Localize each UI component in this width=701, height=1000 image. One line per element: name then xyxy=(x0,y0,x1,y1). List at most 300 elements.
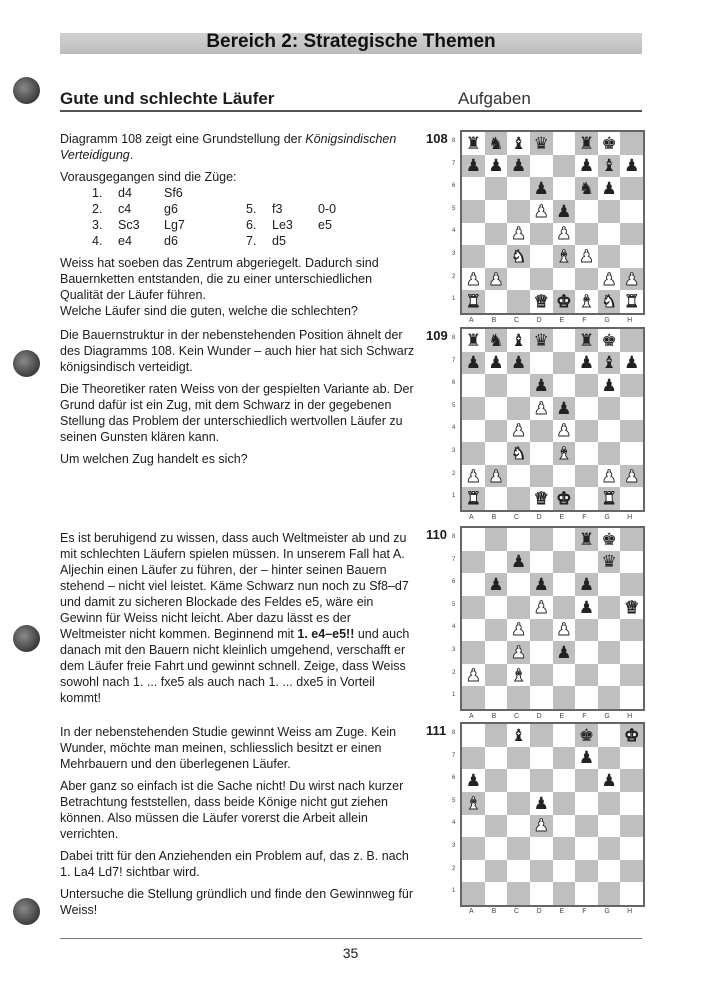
board-square xyxy=(530,132,553,155)
file-label: H xyxy=(627,514,633,521)
rank-label: 3 xyxy=(452,251,456,257)
white-rook-icon: ♜ xyxy=(624,292,640,312)
board-square xyxy=(575,528,598,551)
board-square xyxy=(620,815,643,838)
board-square xyxy=(530,290,553,313)
black-king-icon: ♚ xyxy=(601,133,617,153)
board-square xyxy=(553,290,576,313)
board-square xyxy=(575,815,598,838)
board-square xyxy=(462,420,485,443)
file-label: H xyxy=(627,713,633,720)
board-square xyxy=(530,465,553,488)
black-pawn-icon: ♟ xyxy=(556,398,572,418)
move-number: 4. xyxy=(92,234,103,248)
board-square xyxy=(620,329,643,352)
board-square xyxy=(598,200,621,223)
text-110-1 xyxy=(60,530,418,706)
board-square xyxy=(507,329,530,352)
move-white xyxy=(272,185,318,201)
white-pawn-icon: ♟ xyxy=(556,620,572,640)
board-square xyxy=(530,664,553,687)
rank-label: 7 xyxy=(452,160,456,167)
black-pawn-icon: ♟ xyxy=(510,156,527,176)
white-bishop-icon: ♝ xyxy=(556,443,572,463)
board-square xyxy=(507,619,530,642)
board-square xyxy=(553,837,576,860)
board-square xyxy=(462,177,485,200)
file-label: C xyxy=(514,317,520,324)
board-square xyxy=(530,397,553,420)
board-square xyxy=(575,268,598,291)
file-label: A xyxy=(468,908,474,915)
file-label: D xyxy=(536,514,542,521)
board-square xyxy=(462,290,485,313)
file-label: B xyxy=(491,317,497,324)
move-row xyxy=(92,185,418,201)
board-square xyxy=(575,352,598,375)
text-108-2-content: Weiss hat soeben das Zentrum abgeriegelt. Dadurch sind Bauernketten entstanden, die zu einer unterschiedlichen Qualität der Läufer führen. xyxy=(60,256,379,302)
board-square xyxy=(530,641,553,664)
move-black: 0-0 xyxy=(318,202,337,216)
board-square xyxy=(485,374,508,397)
board-square xyxy=(598,177,621,200)
file-label: F xyxy=(582,908,587,915)
board-square xyxy=(620,177,643,200)
board-square xyxy=(575,641,598,664)
board-square xyxy=(485,686,508,709)
rank-label: 8 xyxy=(452,138,456,144)
white-knight-icon: ♞ xyxy=(510,246,527,266)
move-white: c4 xyxy=(118,202,132,216)
rank-label: 2 xyxy=(452,470,456,477)
intro-108-a: Diagramm 108 zeigt eine Grundstellung der xyxy=(60,132,306,146)
board-square xyxy=(553,245,576,268)
board-square xyxy=(553,882,576,905)
board-square xyxy=(553,573,576,596)
board-square xyxy=(575,487,598,510)
white-pawn-icon: ♟ xyxy=(533,597,549,617)
rank-label: 2 xyxy=(452,273,456,280)
white-pawn-icon: ♟ xyxy=(624,466,640,486)
board-square xyxy=(575,177,598,200)
diagram-number-109: 109 xyxy=(426,328,448,343)
board-square xyxy=(485,155,508,178)
rank-label: 5 xyxy=(452,402,456,409)
black-knight-icon: ♞ xyxy=(488,133,504,153)
board-square xyxy=(598,664,621,687)
board-square xyxy=(507,374,530,397)
text-110-bold-move: 1. e4–e5!! xyxy=(297,627,355,641)
white-pawn-icon: ♟ xyxy=(533,816,549,836)
board-square xyxy=(530,200,553,223)
board-square xyxy=(620,664,643,687)
file-label: G xyxy=(604,317,610,324)
board-square xyxy=(530,374,553,397)
punch-hole-1 xyxy=(13,77,40,104)
file-label: A xyxy=(468,514,474,521)
text-109-3: Um welchen Zug handelt es sich? xyxy=(60,452,248,466)
board-square xyxy=(575,837,598,860)
intro-108-italic: Königsindischen Verteidigung xyxy=(60,132,397,162)
board-square xyxy=(620,641,643,664)
board-square xyxy=(485,177,508,200)
board-square xyxy=(462,664,485,687)
white-queen-icon: ♛ xyxy=(533,489,549,509)
board-square xyxy=(530,528,553,551)
board-square xyxy=(485,596,508,619)
board-square xyxy=(620,465,643,488)
move-black: Lg7 xyxy=(164,218,185,232)
rank-label: 4 xyxy=(452,228,456,235)
board-square xyxy=(462,619,485,642)
board-square xyxy=(598,619,621,642)
board-square xyxy=(620,528,643,551)
board-square xyxy=(553,641,576,664)
black-bishop-icon: ♝ xyxy=(601,156,617,176)
board-square xyxy=(485,860,508,883)
file-label: D xyxy=(536,908,542,915)
board-square xyxy=(530,223,553,246)
black-pawn-icon: ♟ xyxy=(488,156,504,176)
board-square xyxy=(530,860,553,883)
board-square xyxy=(507,177,530,200)
board-square xyxy=(507,792,530,815)
rank-label: 8 xyxy=(452,534,456,540)
board-square xyxy=(485,747,508,770)
board-square xyxy=(575,420,598,443)
board-square xyxy=(530,837,553,860)
move-number: 7. xyxy=(246,234,257,248)
text-111-2: Aber ganz so einfach ist die Sache nicht! Du wirst nach kurzer Betrachtung feststellen, dass beide Könige nicht gut ziehen können. Also müssen die Läufer vorerst die Arbeit allein verrichten. xyxy=(60,779,404,841)
black-pawn-icon: ♟ xyxy=(533,376,549,396)
board-square xyxy=(620,374,643,397)
board-square xyxy=(598,724,621,747)
black-pawn-icon: ♟ xyxy=(556,201,572,221)
board-square xyxy=(598,596,621,619)
board-square xyxy=(553,528,576,551)
board-square xyxy=(530,882,553,905)
move-black: d6 xyxy=(164,234,178,248)
board-square xyxy=(620,686,643,709)
rank-label: 4 xyxy=(452,624,456,631)
black-queen-icon: ♛ xyxy=(601,552,617,572)
board-square xyxy=(530,686,553,709)
board-square xyxy=(507,465,530,488)
board-square xyxy=(507,664,530,687)
white-pawn-icon: ♟ xyxy=(601,466,617,486)
board-square xyxy=(575,245,598,268)
black-pawn-icon: ♟ xyxy=(578,353,595,373)
rank-label: 3 xyxy=(452,647,456,653)
board-square xyxy=(620,596,643,619)
board-square xyxy=(598,641,621,664)
white-pawn-icon: ♟ xyxy=(624,269,640,289)
page-number: 35 xyxy=(342,945,359,961)
text-111 xyxy=(60,724,418,924)
rank-label: 6 xyxy=(452,183,456,190)
diagram-number-110: 110 xyxy=(426,527,447,542)
text-108 xyxy=(60,131,418,325)
board-square xyxy=(462,769,485,792)
black-pawn-icon: ♟ xyxy=(624,156,640,176)
board-square xyxy=(485,200,508,223)
board-square xyxy=(553,374,576,397)
white-queen-icon: ♛ xyxy=(533,292,549,312)
board-square xyxy=(507,769,530,792)
board-square xyxy=(575,329,598,352)
section-title: Gute und schlechte Läufer xyxy=(60,89,275,108)
white-pawn-icon: ♟ xyxy=(533,201,549,221)
punch-hole-2 xyxy=(13,350,40,377)
board-square xyxy=(620,619,643,642)
board-square xyxy=(530,815,553,838)
rank-label: 7 xyxy=(452,556,456,563)
board-square xyxy=(507,223,530,246)
move-white: e4 xyxy=(118,234,132,248)
text-109-1: Die Bauernstruktur in der nebenstehenden Position ähnelt der des Diagramms 108. Kein Wunder – auch hier hat sich Schwarz königsindisch verteidigt. xyxy=(60,328,415,374)
board-square xyxy=(598,329,621,352)
white-rook-icon: ♜ xyxy=(465,292,481,312)
board-square xyxy=(553,619,576,642)
board-square xyxy=(507,397,530,420)
board-square xyxy=(598,837,621,860)
black-rook-icon: ♜ xyxy=(578,133,595,153)
board-square xyxy=(553,200,576,223)
black-pawn-icon: ♟ xyxy=(624,353,640,373)
board-square xyxy=(620,200,643,223)
board-square xyxy=(507,487,530,510)
chess-board-110 xyxy=(460,526,645,711)
text-109-2: Die Theoretiker raten Weiss von der gespielten Variante ab. Der Grund dafür ist ein Zug, mit dem Schwarz in der gegebenen Stellung das Problem der unterschiedlich wertvollen Läufer zu seinen Gunsten klären kann. xyxy=(60,382,414,444)
file-label: A xyxy=(468,713,474,720)
board-square xyxy=(620,155,643,178)
black-pawn-icon: ♟ xyxy=(578,748,595,768)
board-square xyxy=(575,200,598,223)
board-square xyxy=(462,551,485,574)
black-pawn-icon: ♟ xyxy=(510,353,527,373)
board-square xyxy=(598,290,621,313)
rank-label: 7 xyxy=(452,357,456,364)
board-square xyxy=(553,177,576,200)
board-square xyxy=(485,487,508,510)
board-square xyxy=(620,132,643,155)
move-white: Le3 xyxy=(272,218,293,232)
board-square xyxy=(485,290,508,313)
board-square xyxy=(530,487,553,510)
board-square xyxy=(598,155,621,178)
rank-label: 5 xyxy=(452,797,456,804)
text-110-a: Es ist beruhigend zu wissen, dass auch Weltmeister ab und zu mit schlechten Läufern spielen müssen. In unserem Fall hat A. Aljechin einen Läufer zu führen, der – hinter seinen Bauern stehend – nicht viel leistet. Käme Schwarz nun noch zu Sf8–d7 und damit zu sicheren Blockade des Feldes e5, wäre ein Gewinn für Weiss nicht leicht. Aber dazu lässt es der Weltmeister nicht kommen. Beginnend mit xyxy=(60,531,409,641)
board-square xyxy=(507,724,530,747)
board-square xyxy=(530,155,553,178)
board-square xyxy=(553,724,576,747)
board-square xyxy=(462,374,485,397)
board-square xyxy=(530,245,553,268)
board-square xyxy=(530,268,553,291)
board-square xyxy=(575,551,598,574)
text-111-3: Dabei tritt für den Anziehenden ein Problem auf, das z. B. nach 1. La4 Ld7! sichtbar wird. xyxy=(60,849,409,879)
board-square xyxy=(530,769,553,792)
punch-hole-3 xyxy=(13,625,40,652)
board-square xyxy=(620,442,643,465)
board-square xyxy=(462,747,485,770)
board-square xyxy=(462,329,485,352)
white-king-icon: ♚ xyxy=(556,489,572,509)
board-square xyxy=(485,352,508,375)
move-row xyxy=(92,217,418,233)
move-number: 1. xyxy=(92,186,103,200)
move-row xyxy=(92,233,418,249)
board-square xyxy=(575,155,598,178)
move-white: d5 xyxy=(272,234,286,248)
file-label: D xyxy=(536,713,542,720)
black-knight-icon: ♞ xyxy=(488,330,504,350)
file-label: C xyxy=(514,908,520,915)
board-square xyxy=(598,268,621,291)
board-square xyxy=(620,882,643,905)
black-king-icon: ♚ xyxy=(601,529,617,549)
board-square xyxy=(575,290,598,313)
board-square xyxy=(462,465,485,488)
file-label: D xyxy=(536,317,542,324)
board-square xyxy=(553,132,576,155)
black-pawn-icon: ♟ xyxy=(601,376,617,396)
black-bishop-icon: ♝ xyxy=(601,353,617,373)
diagram-number-108: 108 xyxy=(426,131,448,146)
black-pawn-icon: ♟ xyxy=(601,771,617,791)
board-square xyxy=(598,860,621,883)
board-square xyxy=(462,792,485,815)
board-square xyxy=(530,619,553,642)
board-square xyxy=(553,352,576,375)
board-square xyxy=(553,329,576,352)
text-110-b: und auch danach mit den Bauern nicht kleinlich umgehend, verschafft er dem Läufer freie Fahrt und gewinnt schnell. Zeige, dass Weiss sowohl nach 1. ... fxe5 als auch nach 1. ... dxe5 in Vorteil kommt! xyxy=(60,627,410,705)
board-square xyxy=(553,596,576,619)
file-labels-110 xyxy=(460,713,641,720)
black-pawn-icon: ♟ xyxy=(465,156,481,176)
white-pawn-icon: ♟ xyxy=(510,421,527,441)
rank-label: 3 xyxy=(452,448,456,454)
board-square xyxy=(598,397,621,420)
white-pawn-icon: ♟ xyxy=(533,398,549,418)
rank-label: 8 xyxy=(452,335,456,341)
board-square xyxy=(553,420,576,443)
board-square xyxy=(485,619,508,642)
file-label: F xyxy=(582,713,587,720)
board-square xyxy=(462,596,485,619)
rank-label: 1 xyxy=(452,692,456,699)
move-number: 3. xyxy=(92,218,103,232)
white-pawn-icon: ♟ xyxy=(465,466,481,486)
white-rook-icon: ♜ xyxy=(601,489,617,509)
section-label-aufgaben: Aufgaben xyxy=(458,89,531,108)
board-square xyxy=(575,596,598,619)
file-label: G xyxy=(604,713,610,720)
board-square xyxy=(553,487,576,510)
file-label: B xyxy=(491,713,497,720)
board-square xyxy=(530,352,553,375)
file-label: H xyxy=(627,317,633,324)
file-label: B xyxy=(491,908,497,915)
board-square xyxy=(462,397,485,420)
board-square xyxy=(598,132,621,155)
board-square xyxy=(485,528,508,551)
board-square xyxy=(598,465,621,488)
board-square xyxy=(598,573,621,596)
board-square xyxy=(530,177,553,200)
board-square xyxy=(507,882,530,905)
text-108-3: Welche Läufer sind die guten, welche die schlechten? xyxy=(60,304,358,318)
black-pawn-icon: ♟ xyxy=(488,575,504,595)
board-square xyxy=(575,686,598,709)
board-square xyxy=(575,769,598,792)
footer-divider xyxy=(60,938,642,939)
board-square xyxy=(553,223,576,246)
move-number: 2. xyxy=(92,202,103,216)
black-pawn-icon: ♟ xyxy=(465,353,481,373)
white-queen-icon: ♛ xyxy=(624,597,640,617)
rank-label: 8 xyxy=(452,730,456,736)
board-square xyxy=(462,724,485,747)
board-square xyxy=(575,442,598,465)
board-square xyxy=(553,155,576,178)
board-square xyxy=(507,155,530,178)
board-square xyxy=(462,155,485,178)
black-bishop-icon: ♝ xyxy=(510,133,527,153)
board-square xyxy=(485,724,508,747)
white-pawn-icon: ♟ xyxy=(465,665,481,685)
board-square xyxy=(507,815,530,838)
board-square xyxy=(485,573,508,596)
white-knight-icon: ♞ xyxy=(510,443,527,463)
board-square xyxy=(620,397,643,420)
white-bishop-icon: ♝ xyxy=(510,665,527,685)
white-king-icon: ♚ xyxy=(624,725,640,745)
white-bishop-icon: ♝ xyxy=(465,793,481,813)
white-pawn-icon: ♟ xyxy=(488,466,504,486)
board-square xyxy=(575,573,598,596)
board-square xyxy=(462,573,485,596)
board-square xyxy=(507,290,530,313)
board-square xyxy=(553,664,576,687)
board-square xyxy=(620,792,643,815)
move-black: g6 xyxy=(164,202,178,216)
white-knight-icon: ♞ xyxy=(601,292,617,312)
white-rook-icon: ♜ xyxy=(465,489,481,509)
board-square xyxy=(507,596,530,619)
board-square xyxy=(462,223,485,246)
board-square xyxy=(507,352,530,375)
file-label: E xyxy=(559,713,565,720)
board-square xyxy=(485,465,508,488)
black-queen-icon: ♛ xyxy=(533,330,549,350)
white-pawn-icon: ♟ xyxy=(601,269,617,289)
board-square xyxy=(598,487,621,510)
board-square xyxy=(507,641,530,664)
board-square xyxy=(553,442,576,465)
rank-label: 6 xyxy=(452,380,456,387)
board-square xyxy=(507,837,530,860)
board-square xyxy=(553,860,576,883)
board-square xyxy=(620,290,643,313)
rank-label: 1 xyxy=(452,888,456,895)
board-square xyxy=(462,686,485,709)
board-square xyxy=(575,664,598,687)
board-square xyxy=(598,792,621,815)
board-square xyxy=(553,792,576,815)
file-label: G xyxy=(604,514,610,521)
board-square xyxy=(485,815,508,838)
